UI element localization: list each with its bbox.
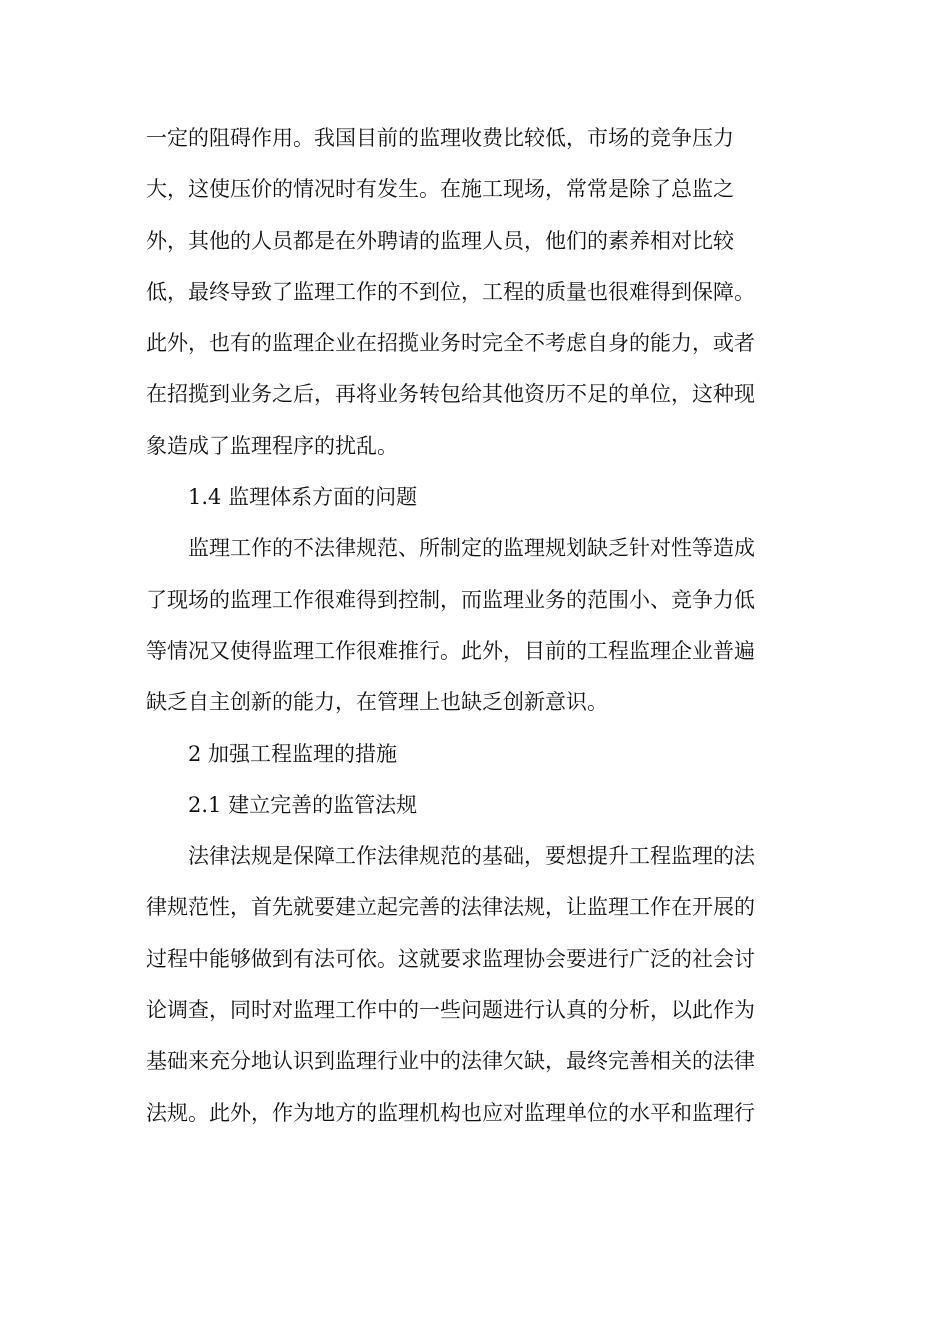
body-text-line: 一定的阻碍作用。我国目前的监理收费比较低，市场的竞争压力 <box>146 126 734 150</box>
body-text-line: 外，其他的人员都是在外聘请的监理人员，他们的素养相对比较 <box>146 228 734 253</box>
body-text-line: 论调查，同时对监理工作中的一些问题进行认真的分析，以此作为 <box>146 998 755 1023</box>
subsection-heading: 2.1 建立完善的监管法规 <box>188 792 418 817</box>
body-text-line: 基础来充分地认识到监理行业中的法律欠缺，最终完善相关的法律 <box>146 1049 755 1074</box>
section-heading: 1.4 监理体系方面的问题 <box>188 485 418 510</box>
body-text-line: 大，这使压价的情况时有发生。在施工现场，常常是除了总监之 <box>146 177 734 202</box>
body-text-line: 法规。此外，作为地方的监理机构也应对监理单位的水平和监理行 <box>146 1100 755 1125</box>
document-page <box>146 113 806 1139</box>
section-heading: 2 加强工程监理的措施 <box>188 741 398 766</box>
body-text-line: 法律法规是保障工作法律规范的基础，要想提升工程监理的法 <box>188 844 755 869</box>
body-text-line: 在招揽到业务之后，再将业务转包给其他资历不足的单位，这种现 <box>146 382 755 407</box>
body-text-line: 过程中能够做到有法可依。这就要求监理协会要进行广泛的社会讨 <box>146 946 755 971</box>
body-text-line: 低，最终导致了监理工作的不到位，工程的质量也很难得到保障。 <box>146 279 755 304</box>
body-text-line: 监理工作的不法律规范、所制定的监理规划缺乏针对性等造成 <box>188 536 755 561</box>
body-text-line: 缺乏自主创新的能力，在管理上也缺乏创新意识。 <box>146 690 608 715</box>
body-text-line: 等情况又使得监理工作很难推行。此外，目前的工程监理企业普遍 <box>146 638 755 663</box>
body-text-line: 律规范性，首先就要建立起完善的法律法规，让监理工作在开展的 <box>146 895 755 920</box>
body-text-line: 此外，也有的监理企业在招揽业务时完全不考虑自身的能力，或者 <box>146 331 755 356</box>
body-text-line: 象造成了监理程序的扰乱。 <box>146 433 398 458</box>
body-text-line: 了现场的监理工作很难得到控制，而监理业务的范围小、竞争力低 <box>146 587 755 612</box>
